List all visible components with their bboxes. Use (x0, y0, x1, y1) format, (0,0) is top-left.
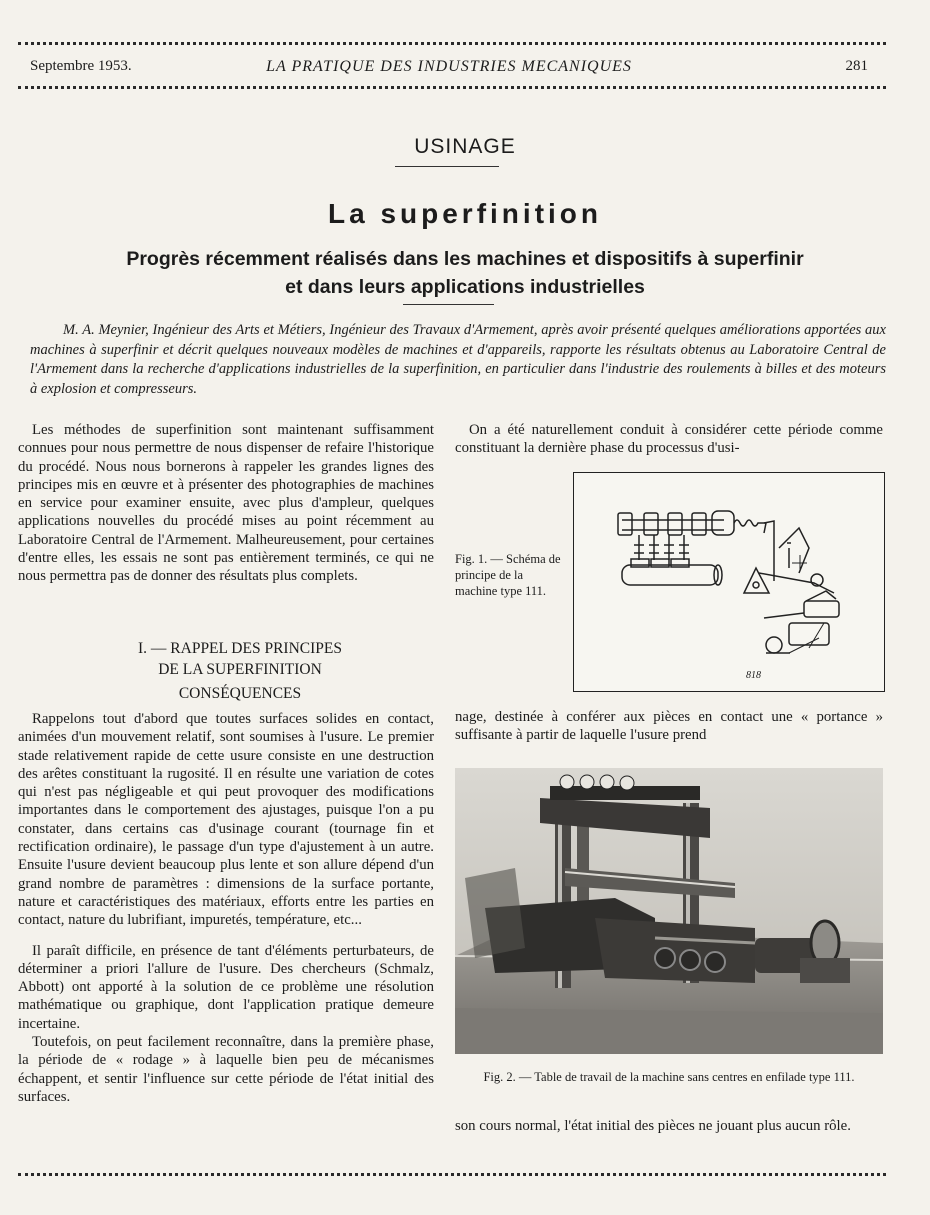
paragraph: nage, destinée à conférer aux pièces en contact une « portance » suffisante à partir de laquelle l'usure prend (455, 709, 883, 744)
journal-title: LA PRATIQUE DES INDUSTRIES MECANIQUES (266, 58, 632, 75)
abstract: M. A. Meynier, Ingénieur des Arts et Métiers, Ingénieur des Travaux d'Armement, après avoir présenté quelques améliorations apportées aux machines à superfinir et décrit quelques nouveaux modèles de machines et d'appareils, rapporte les résultats obtenus au Laboratoire Central de l'Armement dans la recherche d'applications industrielles de la superfinition, en particulier dans l'industrie des roulements à billes et des moteurs à explosion et compresseurs. (30, 322, 886, 397)
heading-line-1: I. — RAPPEL DES PRINCIPES (138, 640, 342, 657)
heading-line-3: CONSÉQUENCES (178, 685, 302, 702)
section-heading (70, 638, 410, 704)
article-title: La superfinition (328, 198, 602, 229)
paragraph: Il paraît difficile, en présence de tant d'éléments perturbateurs, de déterminer a priori l'allure de l'usure. Des chercheurs (Schmalz, Abbott) ont apporté à la solution de ce problème une résolution mathématique ou graphique, dont l'application pratique demeure incertaine. (18, 942, 434, 1032)
right-column-bottom (455, 1117, 883, 1135)
figure-2-photo (455, 768, 883, 1054)
left-column-body (18, 710, 434, 1106)
figure-1-mark: 818 (746, 670, 761, 681)
left-column-intro (18, 421, 434, 586)
paragraph: Rappelons tout d'abord que toutes surfaces solides en contact, animées d'un mouvement relatif, sont soumises à l'usure. Le premier stade relativement rapide de cette usure consiste en une destruction des arêtes constituant la rugosité. Il en résulte une variation de cotes qui n'est pas négligeable et qui peut provoquer des modifications importantes dans le comportement des ajustages, puisque l'on a pu constater, dans certains cas d'usinage courant (tournage fin et rectification ordinaire), le passage d'un type d'ajustement à un autre. Ensuite l'usure devient beaucoup plus lente et son allure dépend d'un grand nombre de paramètres : dimensions de la surface portante, nature et caractéristiques des matériaux, efforts entre les parties en contact, nature du lubrifiant, impuretés, température, etc... (18, 711, 434, 929)
top-dotted-rule (18, 42, 886, 45)
subtitle-line-1: Progrès récemment réalisés dans les machines et dispositifs à superfinir (126, 248, 804, 270)
bottom-dotted-rule (18, 1173, 886, 1176)
figure-1-caption: Fig. 1. — Schéma de principe de la machine type 111. (455, 552, 561, 598)
header-date: Septembre 1953. (30, 58, 132, 74)
machine-photo (455, 768, 883, 1054)
article-subtitle (20, 245, 910, 301)
paragraph: On a été naturellement conduit à considérer cette période comme constituant la dernière phase du processus d'usi- (455, 422, 883, 457)
header-dotted-rule (18, 86, 886, 89)
paragraph: Toutefois, on peut facilement reconnaître, dans la première phase, la période de « rodage » à laquelle bien peu de mécanismes échappent, et sentir l'influence sur cette période de l'état initial des surfaces. (18, 1034, 434, 1105)
page-number: 281 (845, 58, 868, 74)
paragraph: Les méthodes de superfinition sont maintenant suffisamment connues pour nous permettre de nous dispenser de refaire l'historique du procédé. Nous nous bornerons à rappeler les grandes lignes des principes mis en œuvre et à présenter des photographies de machines en service pour examiner ensuite, avec plus d'ampleur, quelques applications nouvelles du procédé mises au point récemment au Laboratoire Central de l'Armement. Malheureusement, pour certaines d'entre elles, les essais ne sont pas entièrement terminés, ce qui ne nous permettra pas de donner des résultats plus complets. (18, 422, 434, 585)
paragraph: son cours normal, l'état initial des pièces ne jouant plus aucun rôle. (455, 1118, 851, 1134)
figure-1-schematic (573, 472, 885, 692)
section-label: USINAGE (414, 135, 516, 158)
right-column-top (455, 421, 883, 458)
machine-schematic-drawing (574, 473, 884, 691)
heading-line-2: DE LA SUPERFINITION (158, 661, 322, 678)
right-column-mid (455, 708, 883, 745)
title-underline (403, 304, 494, 305)
section-underline (395, 166, 499, 167)
figure-2-caption: Fig. 2. — Table de travail de la machine sans centres en enfilade type 111. (483, 1070, 855, 1084)
subtitle-line-2: et dans leurs applications industrielles (285, 276, 645, 298)
running-header (30, 58, 868, 80)
